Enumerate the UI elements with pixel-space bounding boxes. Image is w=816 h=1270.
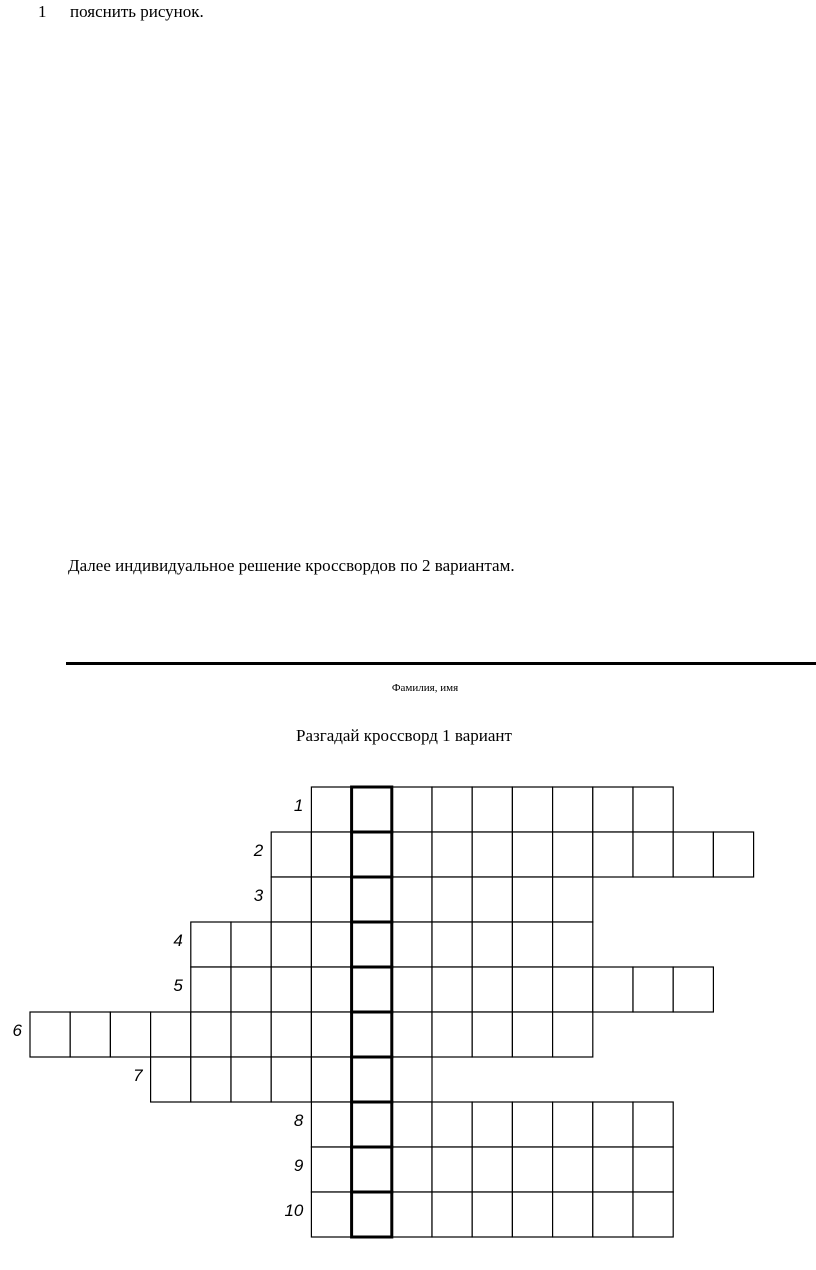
crossword-cell[interactable] <box>633 1192 673 1237</box>
crossword-cell[interactable] <box>191 1057 231 1102</box>
crossword-cell[interactable] <box>311 832 351 877</box>
crossword-cell[interactable] <box>352 1012 392 1057</box>
crossword-cell[interactable] <box>271 967 311 1012</box>
crossword-cell[interactable] <box>593 787 633 832</box>
crossword-cell[interactable] <box>110 1012 150 1057</box>
crossword-cell[interactable] <box>432 967 472 1012</box>
crossword-cell[interactable] <box>633 787 673 832</box>
crossword-cell[interactable] <box>231 922 271 967</box>
crossword-cell[interactable] <box>271 1012 311 1057</box>
crossword-cell[interactable] <box>311 1192 351 1237</box>
crossword-cell[interactable] <box>472 1192 512 1237</box>
crossword-cell[interactable] <box>432 1012 472 1057</box>
row-number-label: 9 <box>293 1156 304 1175</box>
crossword-cell[interactable] <box>352 787 392 832</box>
crossword-cell[interactable] <box>352 832 392 877</box>
crossword-cell[interactable] <box>271 877 311 922</box>
crossword-cell[interactable] <box>512 1012 552 1057</box>
crossword-cell[interactable] <box>30 1012 70 1057</box>
crossword-cell[interactable] <box>673 967 713 1012</box>
list-item-number: 1 <box>38 2 47 21</box>
crossword-cell[interactable] <box>553 1147 593 1192</box>
crossword-cell[interactable] <box>432 787 472 832</box>
crossword-cell[interactable] <box>311 1102 351 1147</box>
crossword-cell[interactable] <box>271 832 311 877</box>
crossword-cell[interactable] <box>191 967 231 1012</box>
row-number-label: 4 <box>173 931 183 950</box>
row-number-label: 10 <box>284 1201 304 1220</box>
crossword-cell[interactable] <box>352 1102 392 1147</box>
crossword-cell[interactable] <box>392 1012 432 1057</box>
crossword-cell[interactable] <box>593 1192 633 1237</box>
crossword-cell[interactable] <box>311 877 351 922</box>
crossword-cell[interactable] <box>352 1147 392 1192</box>
crossword-cell[interactable] <box>151 1057 191 1102</box>
crossword-cell[interactable] <box>472 1147 512 1192</box>
crossword-cell[interactable] <box>512 877 552 922</box>
crossword-cell[interactable] <box>432 1102 472 1147</box>
crossword-cell[interactable] <box>553 787 593 832</box>
crossword-cell[interactable] <box>311 967 351 1012</box>
row-number-label: 1 <box>293 796 304 815</box>
row-number-label: 5 <box>173 976 183 995</box>
crossword-cell[interactable] <box>191 922 231 967</box>
crossword-cell[interactable] <box>633 1102 673 1147</box>
crossword-cell[interactable] <box>593 1102 633 1147</box>
crossword-cell[interactable] <box>673 832 713 877</box>
crossword-cell[interactable] <box>472 1102 512 1147</box>
crossword-cell[interactable] <box>512 832 552 877</box>
crossword-cell[interactable] <box>633 1147 673 1192</box>
crossword-cell[interactable] <box>472 1012 512 1057</box>
crossword-cell[interactable] <box>512 922 552 967</box>
crossword-cell[interactable] <box>392 877 432 922</box>
crossword-cell[interactable] <box>512 1147 552 1192</box>
crossword-cell[interactable] <box>553 832 593 877</box>
crossword-cell[interactable] <box>512 967 552 1012</box>
crossword-cell[interactable] <box>432 1192 472 1237</box>
crossword-cell[interactable] <box>472 832 512 877</box>
crossword-cell[interactable] <box>512 787 552 832</box>
crossword-cell[interactable] <box>432 832 472 877</box>
row-number-label: 8 <box>293 1111 304 1130</box>
crossword-cell[interactable] <box>472 877 512 922</box>
crossword-cell[interactable] <box>311 922 351 967</box>
crossword-cell[interactable] <box>553 967 593 1012</box>
crossword-cell[interactable] <box>352 1192 392 1237</box>
crossword-cell[interactable] <box>553 1192 593 1237</box>
crossword-cell[interactable] <box>553 877 593 922</box>
crossword-cell[interactable] <box>231 967 271 1012</box>
crossword-cell[interactable] <box>231 1012 271 1057</box>
crossword-cell[interactable] <box>432 1147 472 1192</box>
crossword-cell[interactable] <box>512 1192 552 1237</box>
crossword-cell[interactable] <box>392 1102 432 1147</box>
crossword-cell[interactable] <box>311 1147 351 1192</box>
crossword-cell[interactable] <box>271 922 311 967</box>
name-label: Фамилия, имя <box>391 682 459 694</box>
row-number-label: 6 <box>12 1021 22 1040</box>
crossword-cell[interactable] <box>352 1057 392 1102</box>
crossword-cell[interactable] <box>392 832 432 877</box>
crossword-cell[interactable] <box>553 1102 593 1147</box>
crossword-cell[interactable] <box>392 1057 432 1102</box>
crossword-cell[interactable] <box>593 967 633 1012</box>
crossword-cell[interactable] <box>593 832 633 877</box>
crossword-cell[interactable] <box>311 787 351 832</box>
crossword-cell[interactable] <box>472 967 512 1012</box>
crossword-cell[interactable] <box>553 922 593 967</box>
crossword-cell[interactable] <box>512 1102 552 1147</box>
crossword-cell[interactable] <box>472 787 512 832</box>
crossword-cell[interactable] <box>713 832 753 877</box>
crossword-cell[interactable] <box>311 1012 351 1057</box>
crossword-cell[interactable] <box>231 1057 271 1102</box>
crossword-cell[interactable] <box>352 922 392 967</box>
row-number-label: 7 <box>133 1066 143 1085</box>
crossword-cell[interactable] <box>432 877 472 922</box>
crossword-cell[interactable] <box>392 967 432 1012</box>
row-number-label: 3 <box>253 886 264 905</box>
crossword-cell[interactable] <box>151 1012 191 1057</box>
crossword-cell[interactable] <box>352 877 392 922</box>
crossword-cell[interactable] <box>392 922 432 967</box>
crossword-cell[interactable] <box>352 967 392 1012</box>
list-item-text: пояснить рисунок. <box>70 2 204 21</box>
crossword-cell[interactable] <box>392 1147 432 1192</box>
crossword-cell[interactable] <box>70 1012 110 1057</box>
crossword-cell[interactable] <box>432 922 472 967</box>
crossword-cell[interactable] <box>633 967 673 1012</box>
crossword-cell[interactable] <box>392 787 432 832</box>
crossword-cell[interactable] <box>191 1012 231 1057</box>
crossword-cell[interactable] <box>553 1012 593 1057</box>
crossword-cell[interactable] <box>271 1057 311 1102</box>
intro-paragraph: Далее индивидуальное решение кроссвордов по 2 вариантам. <box>68 556 515 575</box>
crossword-cell[interactable] <box>633 832 673 877</box>
row-number-label: 2 <box>253 841 264 860</box>
crossword-cell[interactable] <box>311 1057 351 1102</box>
crossword-cell[interactable] <box>472 922 512 967</box>
crossword-title: Разгадай кроссворд 1 вариант <box>296 726 512 745</box>
crossword-cell[interactable] <box>392 1192 432 1237</box>
crossword-cell[interactable] <box>593 1147 633 1192</box>
